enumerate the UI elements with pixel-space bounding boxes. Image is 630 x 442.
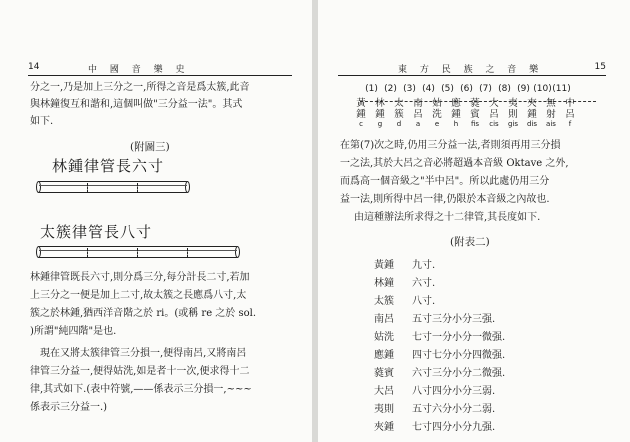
table-caption: (附表二) — [450, 236, 490, 248]
table-cell-length: 八寸. — [412, 296, 436, 307]
table-row — [374, 292, 435, 307]
pitch-name: 黃 鍾 c — [356, 98, 366, 128]
text-line: 簇之於林鍾,猶西洋音階之於 ri。(或稱 re 之於 sol. — [30, 308, 257, 319]
table-cell-length: 五寸三分小分三强. — [412, 314, 496, 325]
table-cell-name: 黃鍾 — [374, 260, 394, 271]
table-row — [374, 310, 495, 325]
pipe-label-linzhong: 林鍾律管長六寸 — [52, 157, 165, 175]
sequence-number: (7) — [479, 84, 492, 94]
pipe-division-tick — [87, 248, 88, 258]
sequence-number: (10) — [533, 84, 552, 94]
text-line: 一之法,其於大呂之音必將超過本音級 Oktave 之外, — [340, 158, 569, 169]
table-row — [374, 346, 505, 361]
table-cell-length: 八寸四分小分三弱. — [412, 386, 496, 397]
pitch-name: 大 呂 cis — [489, 98, 499, 128]
sequence-number: (11) — [552, 84, 571, 94]
pipe-taicu — [38, 246, 238, 258]
pitch-name: 太 簇 d — [394, 98, 404, 128]
pipe-linzhong — [38, 181, 188, 193]
table-cell-name: 大呂 — [374, 386, 394, 397]
sequence-number: (6) — [460, 84, 473, 94]
sequence-number: (5) — [441, 84, 454, 94]
sequence-numbers — [362, 84, 571, 94]
left-page — [0, 0, 312, 442]
table-cell-length: 六寸三分小分二微强. — [412, 368, 506, 379]
text-line: 如下. — [30, 116, 54, 127]
table-cell-name: 夷則 — [374, 404, 394, 415]
table-row — [374, 364, 505, 379]
table-cell-length: 四寸七分小分四微强. — [412, 350, 506, 361]
header-rule — [28, 75, 292, 76]
running-head: 中 國 音 樂 史 — [88, 65, 190, 75]
text-line: 由這種辦法所求得之十二律管,其長度如下. — [354, 212, 541, 223]
pitch-name: 無 射 ais — [546, 98, 556, 128]
text-line: 在第(7)次之時,仍用三分益一法,者則須再用三分損 — [340, 140, 561, 151]
sequence-number: (1) — [365, 84, 378, 94]
text-line: 分之一,乃是加上三分之一,所得之音是爲太簇,此音 — [30, 82, 250, 93]
text-line: 上三分之一便是加上二寸,故太簇之長應爲八寸,太 — [30, 290, 247, 301]
page-number: 14 — [28, 62, 40, 72]
sequence-number: (2) — [384, 84, 397, 94]
pipe-division-tick — [137, 248, 138, 258]
text-line: )所謂"純四階"是也. — [30, 326, 117, 337]
figure-caption: (附圖三) — [130, 141, 170, 153]
table-cell-length: 九寸. — [412, 260, 436, 271]
text-line: 益一法,則所得中呂一律,仍限於本音級之內故也. — [340, 194, 550, 205]
left-page-header — [28, 60, 292, 76]
pipe-label-taicu: 太簇律管長八寸 — [40, 223, 153, 241]
sequence-number: (3) — [403, 84, 416, 94]
table-row — [374, 400, 495, 415]
text-line: 律,其式如下.(表中符號,——係表示三分損一,~~~ — [30, 384, 252, 395]
table-row — [374, 256, 435, 271]
text-line: 係表示三分益一.) — [30, 402, 108, 413]
table-cell-length: 七寸四分小分九强. — [412, 422, 496, 433]
table-cell-name: 蕤賓 — [374, 368, 394, 379]
page-number: 15 — [594, 62, 606, 72]
table-cell-length: 七寸一分小分一微强. — [412, 332, 506, 343]
pipe-division-tick — [187, 248, 188, 258]
table-row — [374, 382, 495, 397]
table-cell-name: 夾鍾 — [374, 422, 394, 433]
pitch-name: 南 呂 a — [413, 98, 423, 128]
pitch-name: 夾 鍾 dis — [526, 98, 538, 128]
table-cell-name: 姑洗 — [374, 332, 394, 343]
text-line: 而爲高一個音級之"半中呂"。所以此處仍用三分 — [340, 176, 550, 187]
right-page — [318, 0, 630, 442]
table-row — [374, 274, 435, 289]
pipe-division-tick — [87, 183, 88, 193]
running-head: 東 方 民 族 之 音 樂 — [398, 65, 544, 75]
text-line: 與林鐘復互和諧和,這個叫做"三分益一法"。其式 — [30, 99, 243, 110]
pitch-name: 夷 則 gis — [507, 98, 519, 128]
pitch-name: 中 呂 f — [565, 98, 575, 128]
pitch-name: 蕤 賓 fis — [470, 98, 480, 128]
right-page-header — [338, 60, 606, 76]
pitch-name: 應 鍾 h — [451, 98, 461, 128]
pitch-name: 姑 洗 e — [432, 98, 442, 128]
text-line: 林鍾律管既長六寸,則分爲三分,每分計長二寸,若加 — [30, 272, 250, 283]
table-cell-name: 林鐘 — [374, 278, 394, 289]
sequence-number: (4) — [422, 84, 435, 94]
table-row — [374, 328, 505, 343]
sequence-number: (8) — [498, 84, 511, 94]
table-cell-name: 太簇 — [374, 296, 394, 307]
table-cell-length: 六寸. — [412, 278, 436, 289]
table-cell-length: 五寸六分小分二弱. — [412, 404, 496, 415]
table-cell-name: 南呂 — [374, 314, 394, 325]
pitch-name: 林 鍾 g — [375, 98, 385, 128]
pipe-division-tick — [137, 183, 138, 193]
table-row — [374, 418, 495, 433]
text-line: 律管三分益一,便得姑洗,如是者十一次,便求得十二 — [30, 366, 250, 377]
header-rule — [338, 75, 606, 76]
table-cell-name: 應鍾 — [374, 350, 394, 361]
text-line: 現在又將太簇律管三分損一,便得南呂,又將南呂 — [40, 348, 247, 359]
sequence-number: (9) — [517, 84, 530, 94]
